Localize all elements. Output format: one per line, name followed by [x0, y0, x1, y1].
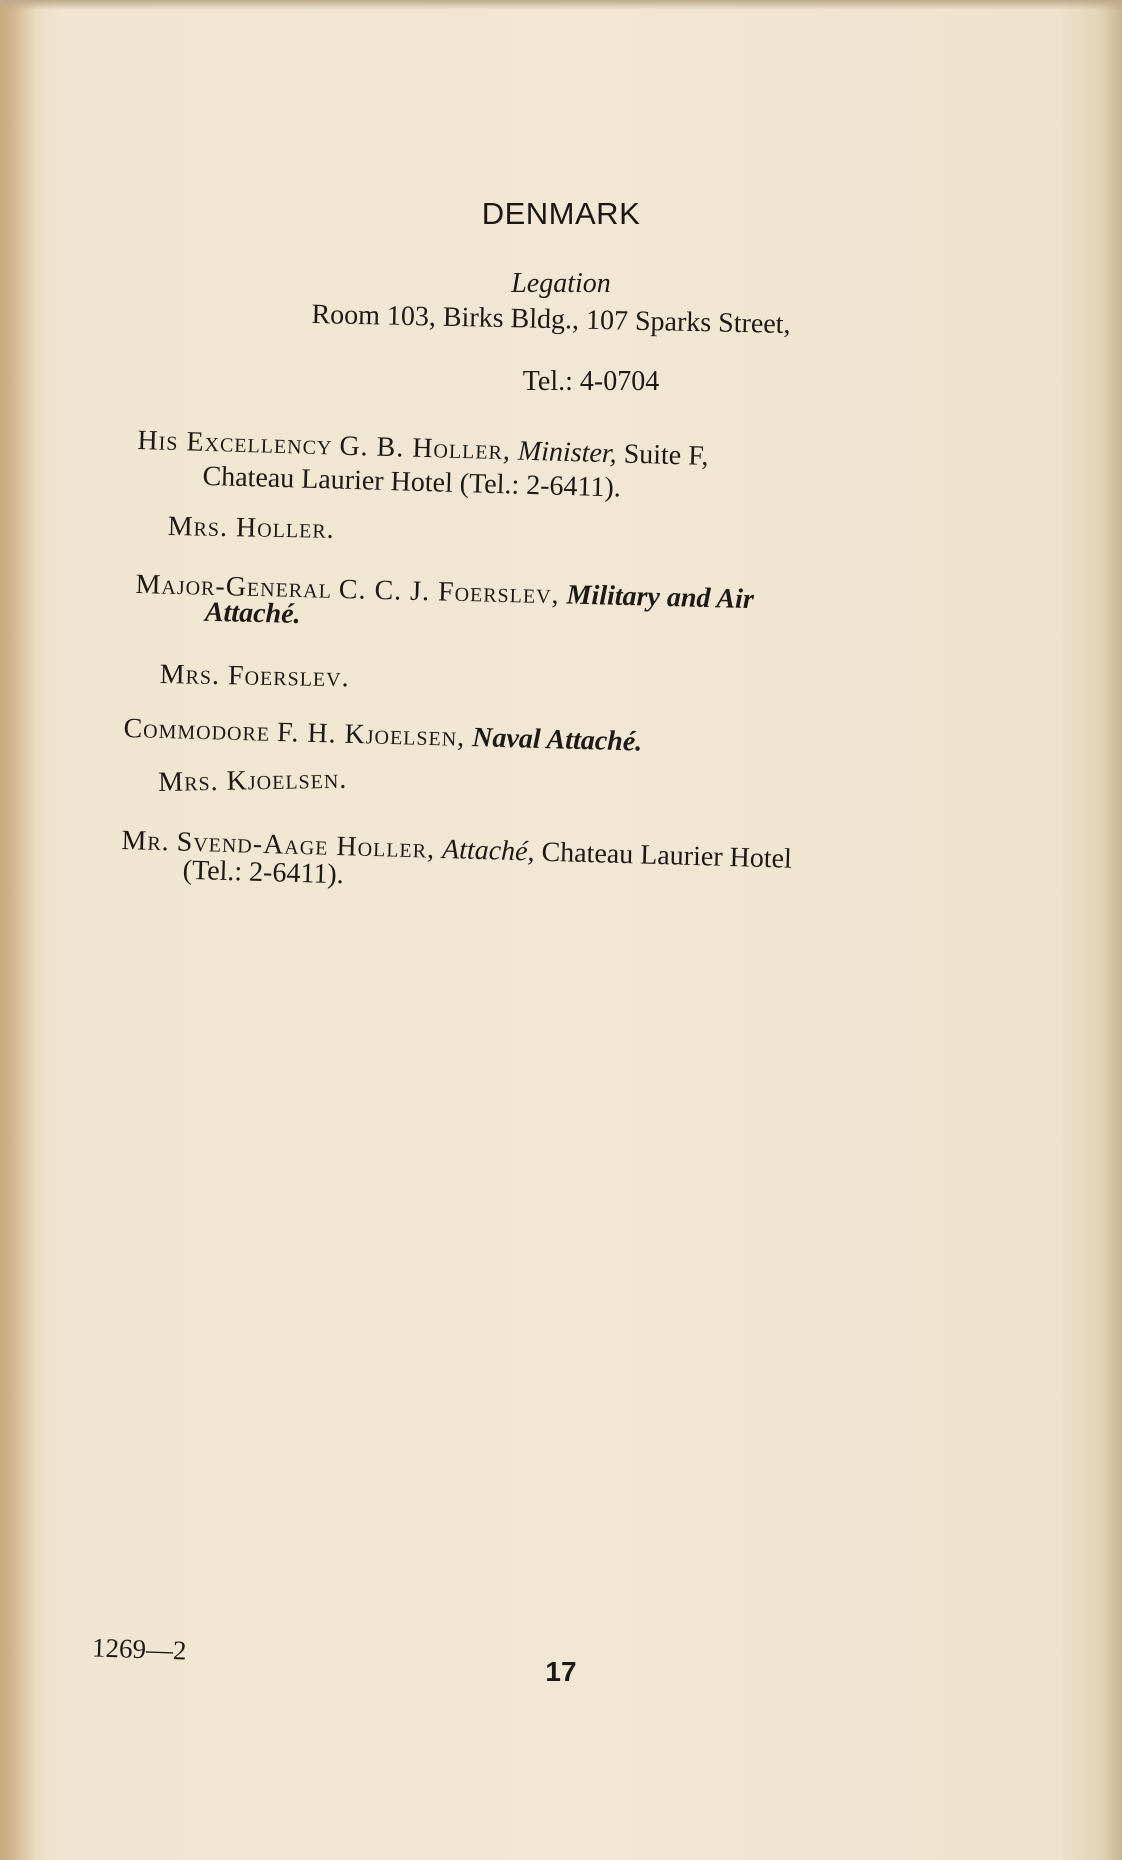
entry-name: C. C. J. Foerslev,	[338, 573, 561, 611]
entry-details-continued: Chateau Laurier Hotel (Tel.: 2-6411).	[202, 460, 622, 504]
entry-naval-attache	[123, 712, 1024, 770]
mission-address: Room 103, Birks Bldg., 107 Sparks Street,	[311, 298, 791, 341]
spouse-minister: Mrs. Holler.	[167, 510, 335, 545]
entry-title: Commodore	[123, 712, 271, 748]
entry-details-continued: (Tel.: 2-6411).	[182, 854, 345, 891]
entry-title: His Excellency	[137, 424, 333, 462]
entry-role: Military and Air	[566, 579, 755, 616]
printer-signature-mark: 1269—2	[91, 1632, 188, 1666]
entry-title: Major-General	[135, 568, 333, 605]
page-number: 17	[545, 1656, 577, 1687]
entry-military-attache	[135, 568, 1046, 650]
entry-role: Attaché,	[441, 833, 536, 868]
entry-minister	[136, 424, 1038, 517]
entry-role: Minister,	[517, 435, 618, 470]
entry-role-continued: Attaché.	[204, 596, 301, 631]
mission-type: Legation	[511, 268, 611, 299]
country-heading: DENMARK	[481, 196, 641, 231]
spouse-naval-attache: Mrs. Kjoelsen.	[158, 763, 348, 798]
entry-name: F. H. Kjoelsen,	[276, 717, 466, 753]
entry-name: Svend-Aage Holler,	[176, 826, 436, 865]
page-top-edge	[0, 0, 1122, 10]
entry-name: G. B. Holler,	[339, 430, 512, 467]
entry-attache	[120, 824, 1041, 912]
entry-details: Chateau Laurier Hotel	[541, 836, 793, 875]
entry-title: Mr.	[121, 824, 171, 858]
mission-telephone: Tel.: 4-0704	[522, 366, 660, 397]
spouse-military-attache: Mrs. Foerslev.	[159, 658, 350, 694]
entry-details: Suite F,	[623, 438, 709, 472]
entry-role: Naval Attaché.	[471, 722, 643, 758]
